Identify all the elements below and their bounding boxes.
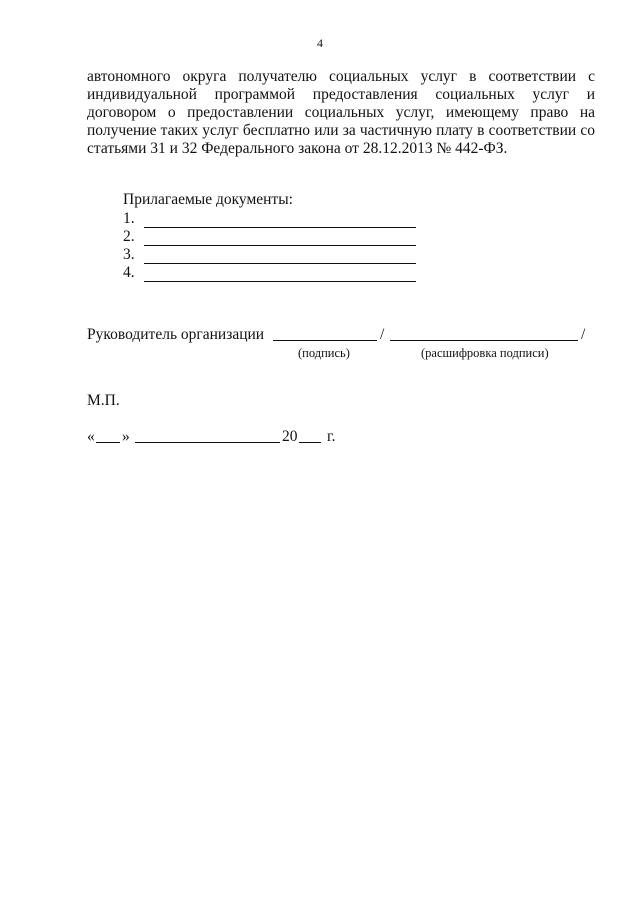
attachment-blank-line[interactable]: [144, 213, 416, 228]
signature-label: Руководитель организации: [87, 326, 265, 343]
date-month-blank[interactable]: [135, 442, 280, 443]
signature-decoding-blank-line[interactable]: [390, 340, 578, 341]
page-number: 4: [317, 36, 323, 50]
date-row: [87, 428, 387, 448]
date-year-prefix: 20: [282, 428, 298, 445]
signature-blank-line[interactable]: [273, 340, 377, 341]
date-year-blank[interactable]: [299, 442, 321, 443]
attachments-title: Прилагаемые документы:: [123, 191, 293, 208]
attachment-blank-line[interactable]: [144, 249, 416, 264]
attachment-blank-line[interactable]: [144, 267, 416, 282]
date-close-quote: »: [122, 428, 130, 445]
attachment-item: [123, 264, 416, 282]
date-day-blank[interactable]: [96, 442, 120, 443]
attachment-item: [123, 228, 416, 246]
signature-slash: /: [581, 326, 586, 343]
date-year-suffix: г.: [327, 428, 336, 445]
main-paragraph: автономного округа получателю социальных услуг в соответствии с индивидуальной программой предоставления социальных услуг и договором о предоставлении социальных услуг, имеющему право на получение таких услуг бесплатно или за частичную плату в соответствии со статьями 31 и 32 Федерального закона от 28.12.2013 № 442-ФЗ.: [87, 68, 595, 157]
attachment-number: 1.: [123, 210, 135, 227]
attachment-blank-line[interactable]: [144, 231, 416, 246]
signature-slash: /: [380, 326, 385, 343]
date-open-quote: «: [87, 428, 95, 445]
attachment-item: [123, 246, 416, 264]
attachment-number: 2.: [123, 228, 135, 245]
attachment-number: 4.: [123, 264, 135, 281]
signature-caption: (подпись): [298, 346, 350, 360]
attachments-section: [123, 190, 416, 282]
signature-decoding-caption: (расшифровка подписи): [421, 346, 549, 360]
stamp-place: М.П.: [87, 392, 120, 409]
attachment-number: 3.: [123, 246, 135, 263]
attachment-item: [123, 210, 416, 228]
